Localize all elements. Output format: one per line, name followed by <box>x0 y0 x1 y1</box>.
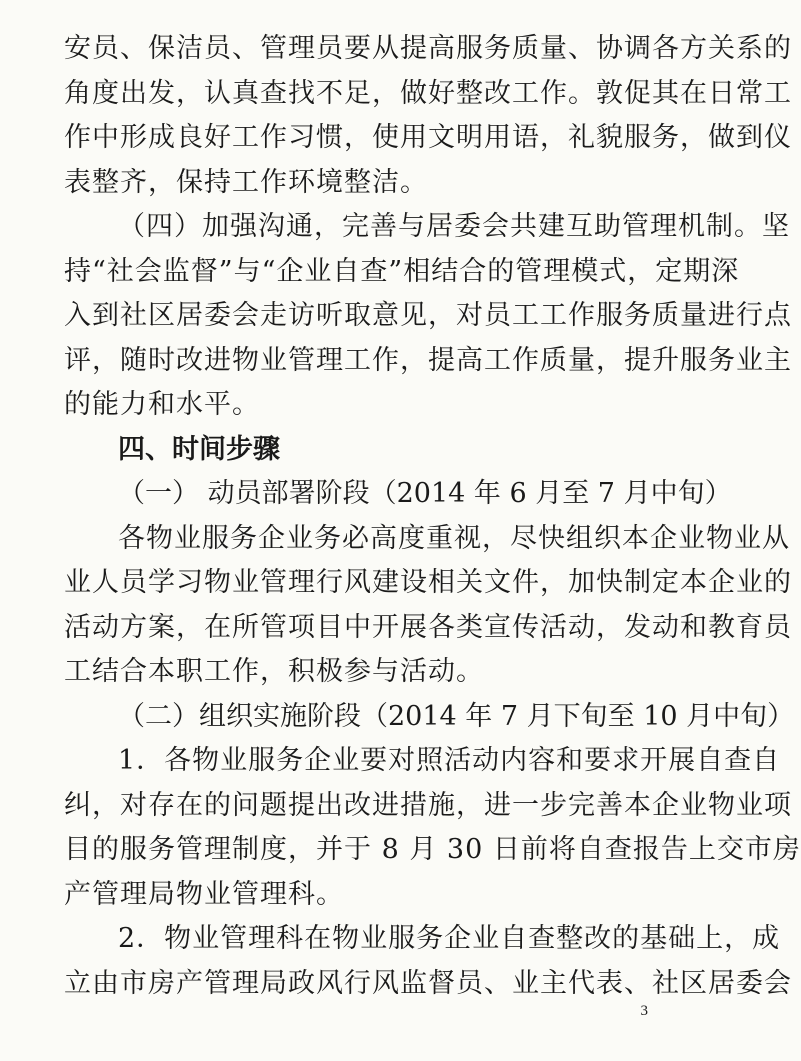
subsection-heading: （二）组织实施阶段（2014 年 7 月下旬至 10 月中旬） <box>118 700 795 732</box>
body-line: 角度出发，认真查找不足，做好整改工作。敦促其在日常工 <box>64 77 792 109</box>
body-line: 安员、保洁员、管理员要从提高服务质量、协调各方关系的 <box>64 33 792 64</box>
body-line: 作中形成良好工作习惯，使用文明用语，礼貌服务，做到仪 <box>64 122 792 153</box>
subsection-heading: （一） 动员部署阶段（2014 年 6 月至 7 月中旬） <box>118 478 732 509</box>
body-line: 活动方案，在所管项目中开展各类宣传活动，发动和教育员 <box>64 611 792 643</box>
body-line: 1．各物业服务企业要对照活动内容和要求开展自查自 <box>118 745 781 776</box>
body-line: 工结合本职工作，积极参与活动。 <box>64 656 484 687</box>
body-line: 持“社会监督”与“企业自查”相结合的管理模式，定期深 <box>64 255 740 287</box>
body-line: 业人员学习物业管理行风建设相关文件，加快制定本企业的 <box>64 567 792 598</box>
page-number: 3 <box>640 1003 648 1019</box>
body-line: 目的服务管理制度，并于 8 月 30 日前将自查报告上交市房 <box>64 834 801 865</box>
section-paragraph-line: （四）加强沟通，完善与居委会共建互助管理机制。坚 <box>118 211 790 242</box>
body-line: 评，随时改进物业管理工作，提高工作质量，提升服务业主 <box>64 344 792 376</box>
body-line: 入到社区居委会走访听取意见，对员工工作服务质量进行点 <box>64 300 792 331</box>
body-line: 产管理局物业管理科。 <box>64 878 344 910</box>
body-line: 的能力和水平。 <box>64 389 260 420</box>
body-line: 立由市房产管理局政风行风监督员、业主代表、社区居委会 <box>64 967 792 999</box>
body-line: 各物业服务企业务必高度重视，尽快组织本企业物业从 <box>118 522 790 554</box>
body-line: 2．物业管理科在物业服务企业自查整改的基础上，成 <box>118 923 781 954</box>
section-heading: 四、时间步骤 <box>118 433 280 465</box>
body-line: 纠，对存在的问题提出改进措施，进一步完善本企业物业项 <box>64 789 792 821</box>
body-line: 表整齐，保持工作环境整洁。 <box>64 166 428 198</box>
